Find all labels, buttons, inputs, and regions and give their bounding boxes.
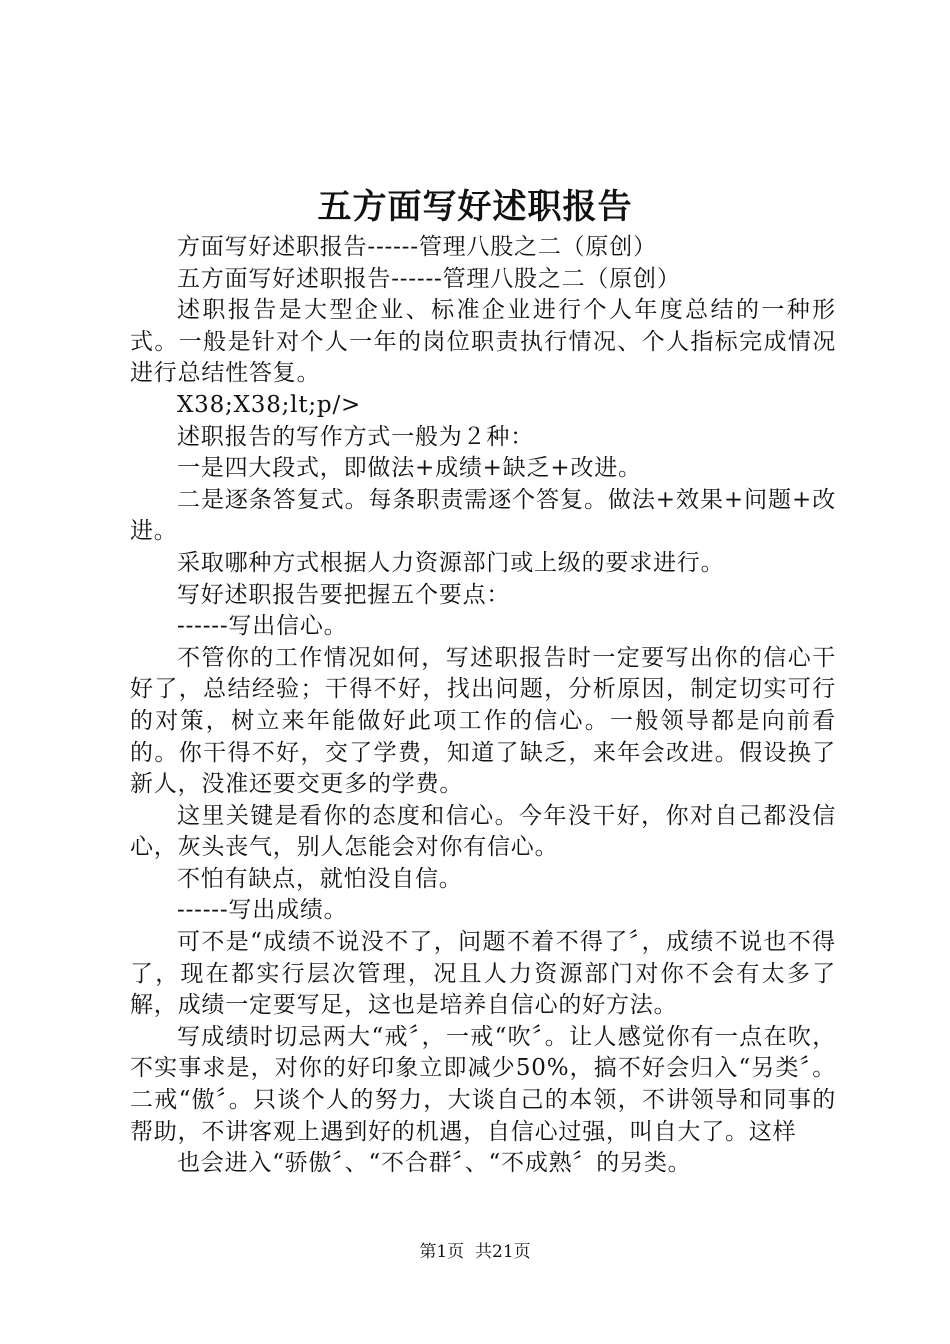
- paragraph: 五方面写好述职报告------管理八股之二（原创）: [177, 265, 681, 292]
- page-total: 共21页: [475, 1242, 531, 1262]
- document-body: [130, 232, 836, 1180]
- document-title: 五方面写好述职报告: [317, 187, 633, 227]
- paragraph: 可不是“成绩不说没不了，问题不着不得了〞，成绩不说也不得了，现在都实行层次管理，况且人力资源部门对你不会有太多了解，成绩一定要写足，这也是培养自信心的好方法。: [130, 929, 836, 1019]
- paragraph: 写好述职报告要把握五个要点：: [177, 581, 511, 608]
- paragraph: 采取哪种方式根据人力资源部门或上级的要求进行。: [177, 549, 725, 576]
- paragraph: 述职报告的写作方式一般为２种：: [177, 423, 534, 450]
- paragraph: 不管你的工作情况如何，写述职报告时一定要写出你的信心干好了，总结经验；干得不好，找出问题，分析原因，制定切实可行的对策，树立来年能做好此项工作的信心。一般领导都是向前看的。你干得不好，交了学费，知道了缺乏，来年会改进。假设换了新人，没准还要交更多的学费。: [130, 644, 836, 798]
- paragraph: 写成绩时切忌两大“戒〞，一戒“吹〞。让人感觉你有一点在吹，不实事求是，对你的好印象立即减少50%，搞不好会归入“另类〞。二戒“傲〞。只谈个人的努力，大谈自己的本领，不讲领导和同事的帮助，不讲客观上遇到好的机遇，自信心过强，叫自大了。这样: [130, 1023, 836, 1145]
- page-footer: [0, 1240, 950, 1264]
- section-heading: ------写出成绩。: [177, 897, 348, 924]
- paragraph: 这里关键是看你的态度和信心。今年没干好，你对自己都没信心，灰头丧气，别人怎能会对你有信心。: [130, 802, 836, 861]
- paragraph: 也会进入“骄傲〞、“不合群〞、“不成熟〞的另类。: [177, 1150, 692, 1177]
- paragraph: 一是四大段式，即做法+成绩+缺乏+改进。: [177, 455, 642, 482]
- paragraph: 二是逐条答复式。每条职责需逐个答复。做法+效果+问题+改进。: [130, 486, 836, 545]
- paragraph: 述职报告是大型企业、标准企业进行个人年度总结的一种形式。一般是针对个人一年的岗位职责执行情况、个人指标完成情况进行总结性答复。: [130, 297, 836, 387]
- paragraph: 方面写好述职报告------管理八股之二（原创）: [177, 234, 657, 260]
- paragraph: 不怕有缺点，就怕没自信。: [177, 865, 463, 892]
- section-heading: ------写出信心。: [177, 613, 348, 640]
- paragraph: X38;X38;lt;p/>: [177, 391, 362, 418]
- page-number: 第1页: [419, 1242, 465, 1262]
